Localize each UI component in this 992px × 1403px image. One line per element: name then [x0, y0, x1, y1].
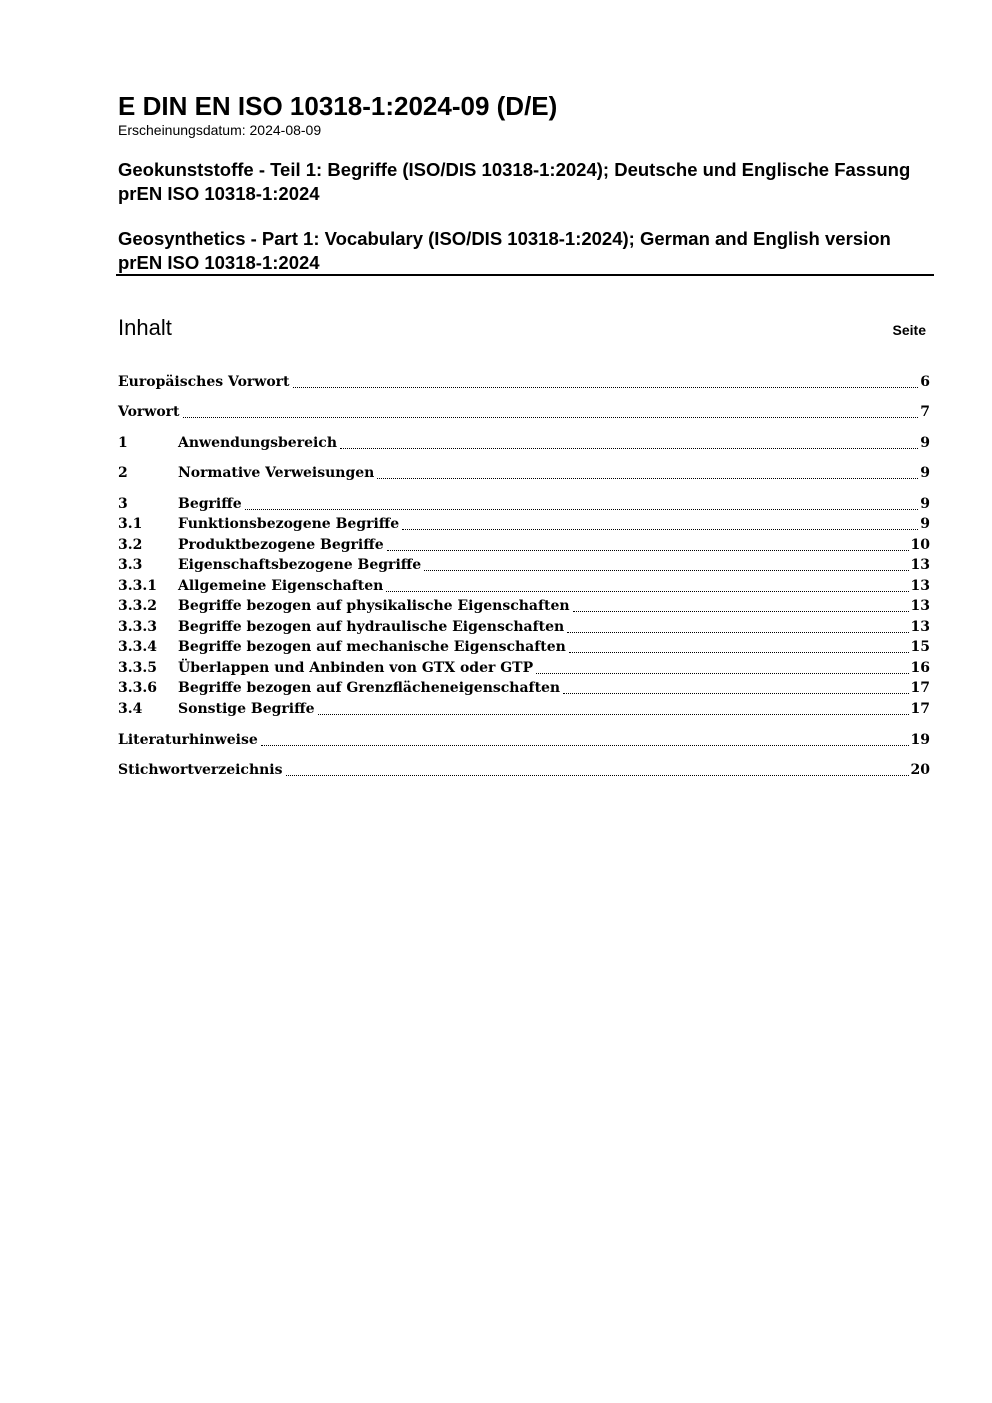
toc-entry-label: Literaturhinweise — [118, 732, 258, 748]
toc-entry-label: Anwendungsbereich — [178, 435, 337, 451]
toc-page-column-label: Seite — [892, 322, 926, 338]
toc-leader — [386, 591, 908, 592]
toc-entry-index[interactable] — [118, 758, 930, 779]
toc-entry-label: Funktionsbezogene Begriffe — [178, 516, 400, 532]
toc-entry-other-terms[interactable] — [118, 697, 930, 718]
toc-entry-label: Begriffe bezogen auf Grenzflächeneigenschaften — [178, 680, 561, 696]
title-english: Geosynthetics - Part 1: Vocabulary (ISO/DIS 10318-1:2024); German and English version prEN ISO 10318-1:2024 — [118, 228, 891, 273]
toc-entry-scope[interactable] — [118, 431, 930, 452]
toc-entry-mechanical-properties[interactable] — [118, 635, 930, 656]
toc-leader — [569, 652, 909, 653]
toc-entry-page: 10 — [910, 537, 930, 553]
toc-entry-product-terms[interactable] — [118, 533, 930, 554]
toc-entry-number: 1 — [118, 435, 128, 451]
toc-entry-number: 3.4 — [118, 701, 143, 717]
toc-entry-number: 3.3.4 — [118, 639, 157, 655]
toc-leader — [340, 448, 918, 449]
publication-date: Erscheinungsdatum: 2024-08-09 — [118, 122, 322, 138]
toc-entry-page: 9 — [920, 496, 930, 512]
document-header — [118, 90, 934, 275]
toc-entry-page: 9 — [920, 516, 930, 532]
toc-entry-general-properties[interactable] — [118, 574, 930, 595]
toc-leader — [563, 693, 908, 694]
toc-entry-normative-references[interactable] — [118, 461, 930, 482]
toc-leader — [286, 775, 909, 776]
toc-leader — [377, 478, 918, 479]
toc-entry-page: 13 — [910, 598, 930, 614]
toc-entry-label: Produktbezogene Begriffe — [178, 537, 384, 553]
toc-entry-physical-properties[interactable] — [118, 594, 930, 615]
toc-leader — [567, 632, 908, 633]
document-id: E DIN EN ISO 10318-1:2024-09 (D/E) — [118, 91, 558, 121]
toc-entry-label: Sonstige Begriffe — [178, 701, 315, 717]
toc-entry-number: 3.3.5 — [118, 660, 157, 676]
toc-leader — [261, 745, 909, 746]
toc-leader — [402, 529, 918, 530]
toc-entry-page: 19 — [910, 732, 930, 748]
toc-entry-terms[interactable] — [118, 492, 930, 513]
toc-leader — [293, 387, 919, 388]
toc-leader — [573, 611, 909, 612]
toc-entry-label: Überlappen und Anbinden von GTX oder GTP — [178, 660, 534, 676]
toc-entry-number: 3 — [118, 496, 128, 512]
toc-entry-page: 9 — [920, 465, 930, 481]
toc-entry-page: 13 — [910, 619, 930, 635]
toc-entry-page: 6 — [920, 374, 930, 390]
toc-entry-number: 3.1 — [118, 516, 143, 532]
toc-entry-number: 3.2 — [118, 537, 143, 553]
toc-heading: Inhalt — [118, 315, 172, 340]
toc-entry-bibliography[interactable] — [118, 728, 930, 749]
toc-entry-label: Begriffe bezogen auf hydraulische Eigenschaften — [178, 619, 565, 635]
toc-entry-number: 3.3.6 — [118, 680, 157, 696]
toc-heading-row — [118, 314, 926, 346]
toc-entry-number: 2 — [118, 465, 128, 481]
toc-entry-label: Vorwort — [118, 404, 180, 420]
toc-entry-page: 15 — [910, 639, 930, 655]
toc-entry-label: Eigenschaftsbezogene Begriffe — [178, 557, 422, 573]
toc-entry-label: Europäisches Vorwort — [118, 374, 290, 390]
toc-entry-foreword[interactable] — [118, 400, 930, 421]
toc-entry-label: Allgemeine Eigenschaften — [178, 578, 384, 594]
toc-entry-overlapping-joining[interactable] — [118, 656, 930, 677]
toc-entry-functional-terms[interactable] — [118, 512, 930, 533]
toc-entry-page: 13 — [910, 557, 930, 573]
toc-entry-number: 3.3.2 — [118, 598, 157, 614]
toc-entry-page: 17 — [910, 680, 930, 696]
toc-entry-european-foreword[interactable] — [118, 370, 930, 391]
toc-entry-label: Begriffe bezogen auf physikalische Eigenschaften — [178, 598, 570, 614]
toc-leader — [183, 417, 919, 418]
toc-entry-page: 9 — [920, 435, 930, 451]
toc-entry-property-terms[interactable] — [118, 553, 930, 574]
toc-leader — [387, 550, 909, 551]
toc-entry-page: 16 — [910, 660, 930, 676]
toc-leader — [318, 714, 909, 715]
toc-entry-number: 3.3.1 — [118, 578, 157, 594]
toc-entry-interface-properties[interactable] — [118, 676, 930, 697]
toc-leader — [536, 673, 908, 674]
toc-entry-page: 7 — [920, 404, 930, 420]
toc-entry-label: Normative Verweisungen — [178, 465, 375, 481]
toc-leader — [424, 570, 908, 571]
toc-entry-number: 3.3 — [118, 557, 143, 573]
toc-entry-label: Begriffe — [178, 496, 242, 512]
toc-entry-page: 17 — [910, 701, 930, 717]
toc-leader — [245, 509, 919, 510]
header-divider — [116, 274, 934, 276]
toc-entry-page: 13 — [910, 578, 930, 594]
toc-entry-hydraulic-properties[interactable] — [118, 615, 930, 636]
toc-entry-page: 20 — [910, 762, 930, 778]
toc-entry-label: Begriffe bezogen auf mechanische Eigenschaften — [178, 639, 566, 655]
toc-entry-number: 3.3.3 — [118, 619, 157, 635]
title-german: Geokunststoffe - Teil 1: Begriffe (ISO/DIS 10318-1:2024); Deutsche und Englische Fassung prEN ISO 10318-1:2024 — [118, 159, 911, 204]
toc-entry-label: Stichwortverzeichnis — [118, 762, 283, 778]
